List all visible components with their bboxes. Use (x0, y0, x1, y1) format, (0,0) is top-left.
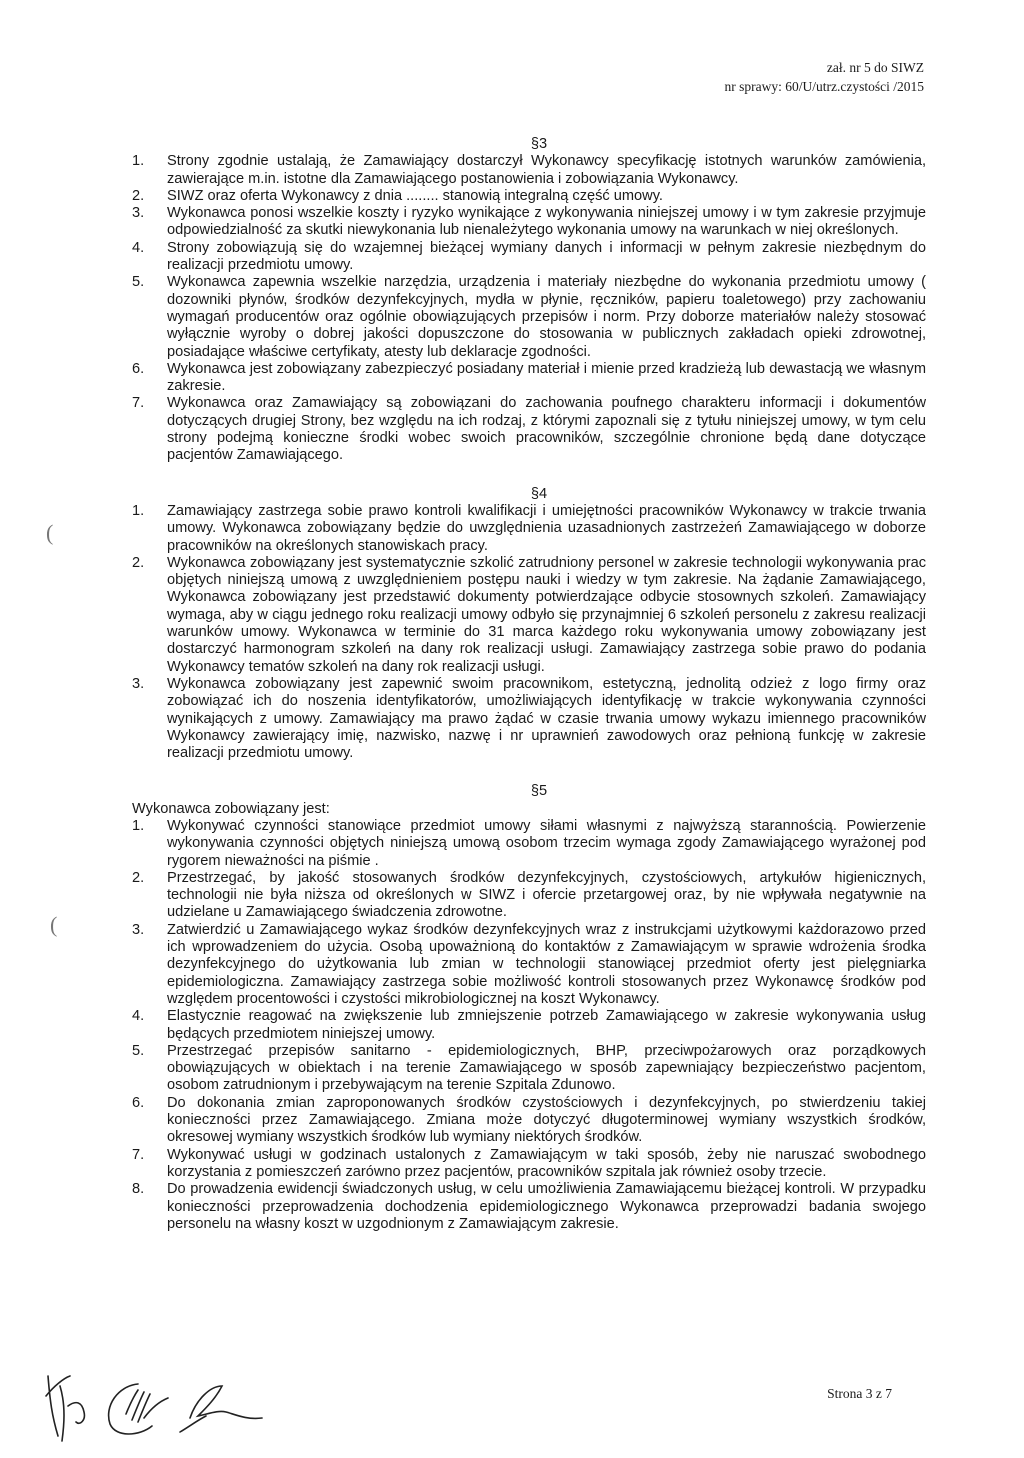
list-item: 2. Wykonawca zobowiązany jest systematycznie szkolić zatrudniony personel w zakresie technologii wykonywania prac objętych niniejszą umową z uwzględnieniem postępu nauki i wiedzy w tym zakresie. Na żądanie Zamawiającego, Wykonawca zobowiązany jest przedstawić dokumenty potwierdzające odbycie stosownych szkoleń. Zamawiający wymaga, aby w ciągu jednego roku realizacji umowy odbyło się przynajmniej 6 szkoleń personelu z zakresu realizacji warunków umowy. Wykonawca w terminie do 31 marca każdego roku wykonywania umowy zobowiązany jest dostarczyć harmonogram szkoleń na dany rok realizacji usługi. Zamawiający zastrzega sobie prawo do podania Wykonawcy tematów szkoleń na dany rok realizacji usługi. (132, 554, 926, 675)
section-3-list (132, 153, 926, 464)
attachment-label: zał. nr 5 do SIWZ (826, 60, 924, 75)
list-item: 5. Przestrzegać przepisów sanitarno - epidemiologicznych, BHP, przeciwpożarowych oraz porządkowych obowiązujących w obiektach i na terenie Zamawiającego w sposób zapewniający bezpieczeństwo pacjentom, osobom zatrudnionym i przebywającym na terenie Szpitala Zdunowo. (132, 1042, 926, 1094)
handwritten-signatures (40, 1356, 340, 1446)
page-number: Strona 3 z 7 (827, 1386, 892, 1401)
case-number: nr sprawy: 60/U/utrz.czystości /2015 (724, 79, 924, 94)
list-item: 3. Zatwierdzić u Zamawiającego wykaz środków dezynfekcyjnych wraz z instrukcjami użytkowymi każdorazowo przed ich wprowadzeniem do użycia. Osobą upoważnioną do kontaktów z Zamawiającym w sprawie wdrożenia środka dezynfekcyjnego do użytkowania lub zmian w technologii stanowiącej przedmiot oferty jest pielęgniarka epidemiologiczna. Zamawiający zastrzega sobie możliwość kontroli stosowanych przez Wykonawcę środków pod względem procentowości i czystości mikrobiologicznej na koszt Wykonawcy. (132, 921, 926, 1007)
list-item: 2. Przestrzegać, by jakość stosowanych środków dezynfekcyjnych, czystościowych, artykułów higienicznych, technologii nie była niższa od określonych w SIWZ i ofercie przetargowej oraz, by nie wpływała negatywnie na udzielane u Zamawiającego świadczenia zdrowotne. (132, 869, 926, 921)
section-4-list (132, 503, 926, 762)
section-5-list (132, 818, 926, 1233)
section-5-title: §5 (530, 783, 548, 800)
list-item: 7. Wykonawca oraz Zamawiający są zobowiązani do zachowania poufnego charakteru informacji i dokumentów dotyczących drugiej Strony, bez względu na ich rodzaj, z którymi zapoznali się z tytułu niniejszej umowy, w tym celu strony podejmą konieczne środki wobec swoich pracowników, szczególnie chronione będą dane dotyczące pacjentów Zamawiającego. (132, 395, 926, 464)
list-item: 8. Do prowadzenia ewidencji świadczonych usług, w celu umożliwienia Zamawiającemu bieżącej kontroli. W przypadku konieczności przeprowadzenia dochodzenia epidemiologicznego Wykonawca przeprowadzi badania swojego personelu na własny koszt w uzgodnionym z Zamawiającym zakresie. (132, 1181, 926, 1232)
list-item: 3. Wykonawca ponosi wszelkie koszty i ryzyko wynikające z wykonywania niniejszej umowy i w tym zakresie przyjmuje odpowiedzialność za skutki niewykonania lub nienależytego wykonania umowy na warunkach w niej określonych. (132, 205, 926, 239)
list-item: 4. Strony zobowiązują się do wzajemnej bieżącej wymiany danych i informacji w pełnym zakresie niezbędnym do realizacji przedmiotu umowy. (132, 239, 926, 274)
document-body (132, 136, 926, 1233)
section-4-title: §4 (530, 485, 548, 502)
margin-mark: ( (50, 912, 58, 937)
list-item: 1. Zamawiający zastrzega sobie prawo kontroli kwalifikacji i umiejętności pracowników Wykonawcy w trakcie trwania umowy. Wykonawca zobowiązany będzie do uwzględnienia uzasadnionych zastrzeżeń Zamawiającego w doborze pracowników na określonych stanowiskach pracy. (132, 502, 926, 554)
section-3-title: §3 (530, 136, 548, 152)
list-item: 3. Wykonawca zobowiązany jest zapewnić swoim pracownikom, estetyczną, jednolitą odzież z logo firmy oraz zobowiązać ich do noszenia identyfikatorów, umożliwiających identyfikację w trakcie wykonywania czynności wynikających z umowy. Zamawiający ma prawo żądać w czasie trwania umowy wykazu imiennego pracowników Wykonawcy zawierający imię, nazwisko, nazwę i nr uprawnień zawodowych oraz pełnioną funkcję w zakresie realizacji przedmiotu umowy. (132, 675, 926, 762)
list-item: 6. Wykonawca jest zobowiązany zabezpieczyć posiadany materiał i mienie przed kradzieżą lub dewastacją we własnym zakresie. (132, 360, 926, 395)
list-item: 2. SIWZ oraz oferta Wykonawcy z dnia ........ stanowią integralną część umowy. (132, 187, 663, 204)
list-item: 6. Do dokonania zmian zaproponowanych środków czystościowych i dezynfekcyjnych, po stwierdzeniu takiej konieczności przez Zamawiającego. Zmiana może dotyczyć długoterminowej wymiany wszystkich środków, okresowej wymiany wszystkich środków lub wymiany niektórych środków. (132, 1094, 926, 1146)
list-item: 1. Strony zgodnie ustalają, że Zamawiający dostarczył Wykonawcy specyfikację istotnych warunków zamówienia, zawierające m.in. istotne dla Zamawiającego postanowienia i zobowiązania Wykonawcy. (132, 153, 926, 187)
list-item: 4. Elastycznie reagować na zwiększenie lub zmniejszenie potrzeb Zamawiającego w zakresie wykonywania usług będących przedmiotem niniejszej umowy. (132, 1008, 926, 1042)
section-5-intro: Wykonawca zobowiązany jest: (132, 800, 330, 817)
header-reference (725, 58, 924, 96)
margin-mark: ( (46, 520, 54, 545)
list-item: 1. Wykonywać czynności stanowiące przedmiot umowy siłami własnymi z najwyższą starannością. Powierzenie wykonywania czynności objętych niniejszą umową osobom trzecim wymaga zgody Zamawiającego wyrażonej pod rygorem nieważności na piśmie . (132, 817, 926, 869)
list-item: 5. Wykonawca zapewnia wszelkie narzędzia, urządzenia i materiały niezbędne do wykonania przedmiotu umowy ( dozowniki płynów, środków dezynfekcyjnych, mydła w płynie, ręczników, papieru toaletowego) przy zachowaniu wymagań producentów oraz ogólnie obowiązujących przepisów i norm. Przy doborze materiałów należy stosować wyłącznie wyroby o dobrej jakości dopuszczone do stosowania w publicznych zakładach opieki zdrowotnej, posiadające właściwe certyfikaty, atesty lub deklaracje zgodności. (132, 274, 926, 360)
list-item: 7. Wykonywać usługi w godzinach ustalonych z Zamawiającym w taki sposób, żeby nie naruszać swobodnego korzystania z pomieszczeń zarówno przez pacjentów, pracowników szpitala jak również osoby trzecie. (132, 1146, 926, 1180)
